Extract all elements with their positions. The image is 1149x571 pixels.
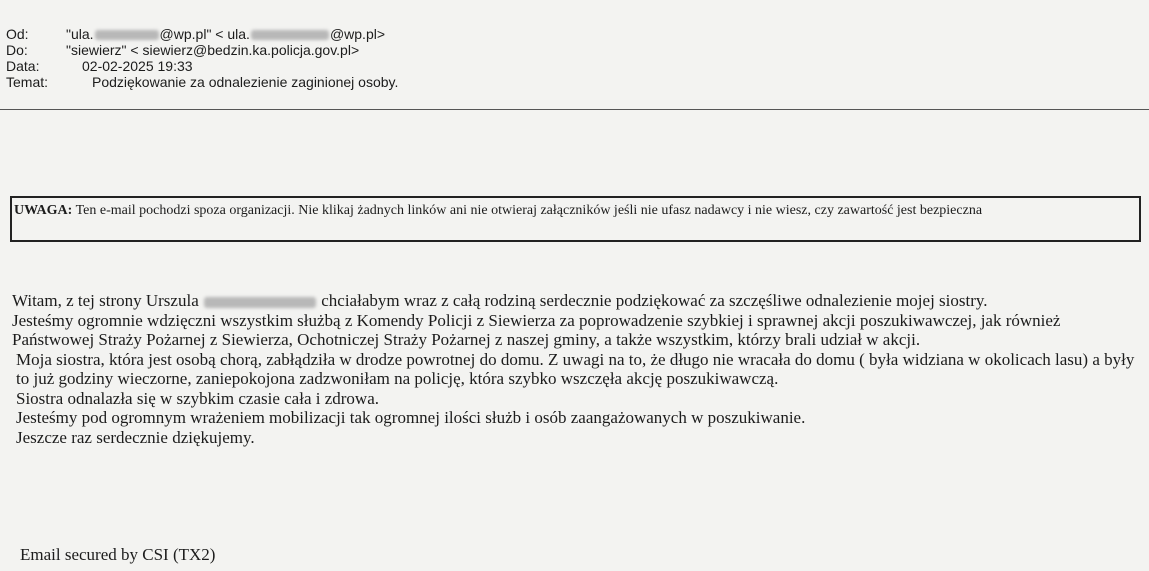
to-label: Do: — [6, 42, 28, 58]
body-paragraph: Jeszcze raz serdecznie dziękujemy. — [16, 427, 255, 447]
subject-row — [6, 74, 398, 90]
redacted-blur — [95, 30, 159, 40]
email-signature: Email secured by CSI (TX2) — [20, 545, 216, 564]
body-paragraph: Witam, z tej strony Urszula chciałabym wraz z całą rodziną serdecznie podziękować za szczęśliwe odnalezienie mojej siostry. — [12, 291, 988, 310]
email-body — [12, 291, 1142, 447]
date-value: 02-02-2025 19:33 — [82, 58, 193, 74]
body-paragraph: Moja siostra, która jest osobą chorą, zabłądziła w drodze powrotnej do domu. Z uwagi na to, że długo nie wracała do domu ( była widziana w okolicach lasu) a były to już godziny wieczorne, zaniepokojona zadzwoniłam na policję, która szybko wszczęła akcję poszukiwawczą. — [16, 349, 1135, 388]
redacted-blur — [204, 297, 316, 308]
date-row — [6, 58, 398, 74]
body-paragraph: Jesteśmy ogromnie wdzięczni wszystkim służbą z Komendy Policji z Siewierza za poprowadzenie szybkiej i sprawnej akcji poszukiwawczej, jak również Państwowej Straży Pożarnej z Siewierza, Ochotniczej Straży Pożarnej z naszej gminy, a także wszystkim, którzy brali udział w akcji. — [12, 310, 1061, 349]
to-row — [6, 42, 398, 58]
redacted-blur — [251, 30, 329, 40]
header-divider — [0, 109, 1149, 110]
from-value: "ula. @wp.pl" < ula. @wp.pl> — [66, 26, 386, 42]
from-label: Od: — [6, 26, 29, 42]
from-row — [6, 26, 398, 42]
warning-label: UWAGA: — [14, 203, 73, 218]
subject-value: Podziękowanie za odnalezienie zaginionej osoby. — [92, 74, 399, 90]
email-header — [6, 26, 398, 90]
body-paragraph: Siostra odnalazła się w szybkim czasie cała i zdrowa. — [16, 388, 380, 408]
external-warning-box — [10, 196, 1141, 242]
date-label: Data: — [6, 58, 40, 74]
to-value: "siewierz" < siewierz@bedzin.ka.policja.gov.pl> — [66, 42, 360, 58]
warning-text: Ten e-mail pochodzi spoza organizacji. Nie klikaj żadnych linków ani nie otwieraj załączników jeśli nie ufasz nadawcy i nie wiesz, czy zawartość jest bezpieczna — [72, 203, 983, 218]
subject-label: Temat: — [6, 74, 49, 90]
body-paragraph: Jesteśmy pod ogromnym wrażeniem mobilizacji tak ogromnej ilości służb i osób zaangażowanych w poszukiwanie. — [16, 408, 806, 427]
